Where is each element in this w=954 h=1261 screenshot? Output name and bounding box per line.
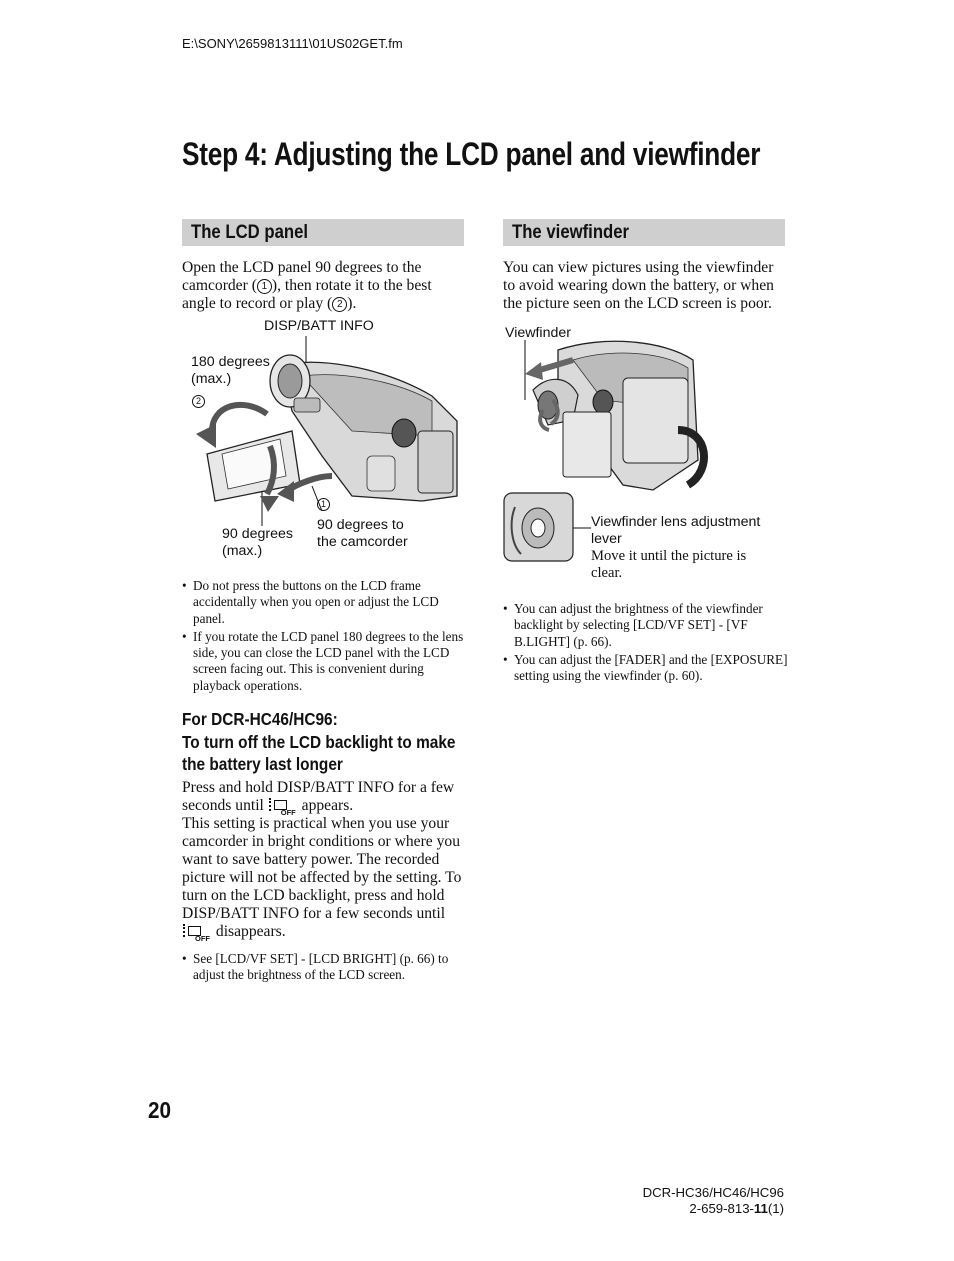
- lcd-notes-list: [182, 578, 466, 696]
- subheading-line-2: To turn off the LCD backlight to make: [182, 731, 456, 752]
- code-suffix: (1): [767, 1201, 784, 1216]
- model-code-footer: [643, 1185, 784, 1217]
- lcd-panel-section-heading: [182, 219, 464, 246]
- document-code: [643, 1201, 784, 1217]
- lcd-note-1: • Do not press the buttons on the LCD frame accidentally when you open or adjust the LCD panel.: [182, 578, 466, 627]
- icon-off-text-2: OFF: [195, 934, 210, 943]
- lcd-backlight-off-icon-2: [182, 924, 212, 943]
- 90-degrees-max-label: [222, 526, 293, 560]
- viewfinder-notes-list: [503, 601, 788, 686]
- marker-2-icon: 2: [332, 297, 347, 312]
- model-name: DCR-HC36/HC46/HC96: [642, 1185, 784, 1200]
- viewfinder-section-heading: [503, 219, 785, 246]
- lever-label-line1: Viewfinder lens adjustment: [591, 514, 761, 530]
- viewfinder-lever-inset: [503, 492, 593, 564]
- 90-degrees-max-line2: (max.): [222, 543, 263, 559]
- 90-degrees-cam-line2: the camcorder: [317, 534, 408, 550]
- viewfinder-note-1: • You can adjust the brightness of the viewfinder backlight by selecting [LCD/VF SET] - [VF B.LIGHT] (p. 66).: [503, 601, 788, 650]
- figure-marker-2-icon: 2: [192, 395, 205, 408]
- 90-degrees-cam-line1: 90 degrees to: [317, 517, 404, 533]
- lcd-panel-heading-text: The LCD panel: [191, 222, 309, 243]
- viewfinder-note-2: • You can adjust the [FADER] and the [EXPOSURE] setting using the viewfinder (p. 60).: [503, 652, 788, 685]
- page-title: Step 4: Adjusting the LCD panel and viewfinder: [182, 136, 761, 172]
- viewfinder-camcorder-illustration: [503, 320, 713, 500]
- subheading-line-3: the battery last longer: [182, 754, 343, 774]
- backlight-p1-text-2: appears.: [297, 797, 354, 814]
- code-prefix: 2-659-813-: [689, 1201, 754, 1216]
- lever-description: Move it until the picture is clear.: [591, 548, 747, 581]
- lcd-note-2: • If you rotate the LCD panel 180 degrees to the lens side, you can close the LCD panel with the LCD screen facing out. This is convenient during playback operations.: [182, 629, 466, 694]
- 90-degrees-max-line1: 90 degrees: [222, 526, 293, 542]
- lcd-intro-text-2: ), then rotate it to the best angle to record or play (: [182, 277, 432, 312]
- icon-off-text: OFF: [280, 808, 296, 817]
- code-bold: 11: [753, 1201, 768, 1216]
- lever-label-line2: lever: [591, 531, 622, 547]
- lever-label: [591, 514, 791, 548]
- backlight-p2-text-1: This setting is practical when you use your camcorder in bright conditions or where you want to save battery power. The recorded picture will not be affected by the setting. To turn on the LCD backlight, press and hold DISP/BATT INFO for a few seconds until: [182, 815, 462, 922]
- backlight-p1-text-1: Press and hold DISP/BATT INFO for a few seconds until: [182, 779, 455, 814]
- lcd-intro-text-3: ).: [347, 295, 357, 312]
- backlight-paragraph-1: [182, 779, 466, 815]
- file-path-header: E:\SONY\2659813111\01US02GET.fm: [182, 36, 403, 51]
- marker-1-icon: 1: [257, 279, 272, 294]
- subheading-line-1: For DCR-HC46/HC96:: [182, 709, 338, 729]
- backlight-paragraph-2: [182, 815, 466, 941]
- 180-degrees-line2: (max.): [191, 371, 232, 387]
- figure-marker-1-icon: 1: [317, 498, 330, 511]
- backlight-p2-text-2: disappears.: [212, 923, 286, 940]
- lcd-camcorder-illustration: [182, 336, 472, 526]
- viewfinder-heading-text: The viewfinder: [512, 222, 630, 243]
- viewfinder-intro-paragraph: You can view pictures using the viewfinder to avoid wearing down the battery, or when the picture seen on the LCD screen is poor.: [503, 259, 774, 312]
- viewfinder-label: Viewfinder: [505, 325, 571, 341]
- lcd-bright-note-list: [182, 951, 466, 986]
- backlight-subheading: [182, 708, 456, 776]
- lcd-backlight-off-icon: [268, 798, 298, 817]
- 180-degrees-line1: 180 degrees: [191, 354, 270, 370]
- disp-batt-info-label: DISP/BATT INFO: [264, 318, 374, 334]
- page-number: 20: [148, 1097, 172, 1123]
- backlight-paragraph: [182, 779, 466, 941]
- lcd-intro-text-1: Open the LCD panel 90 degrees to the camcorder (: [182, 259, 422, 294]
- lcd-bright-note: • See [LCD/VF SET] - [LCD BRIGHT] (p. 66) to adjust the brightness of the LCD screen.: [182, 951, 466, 984]
- lcd-intro-paragraph: [182, 259, 466, 313]
